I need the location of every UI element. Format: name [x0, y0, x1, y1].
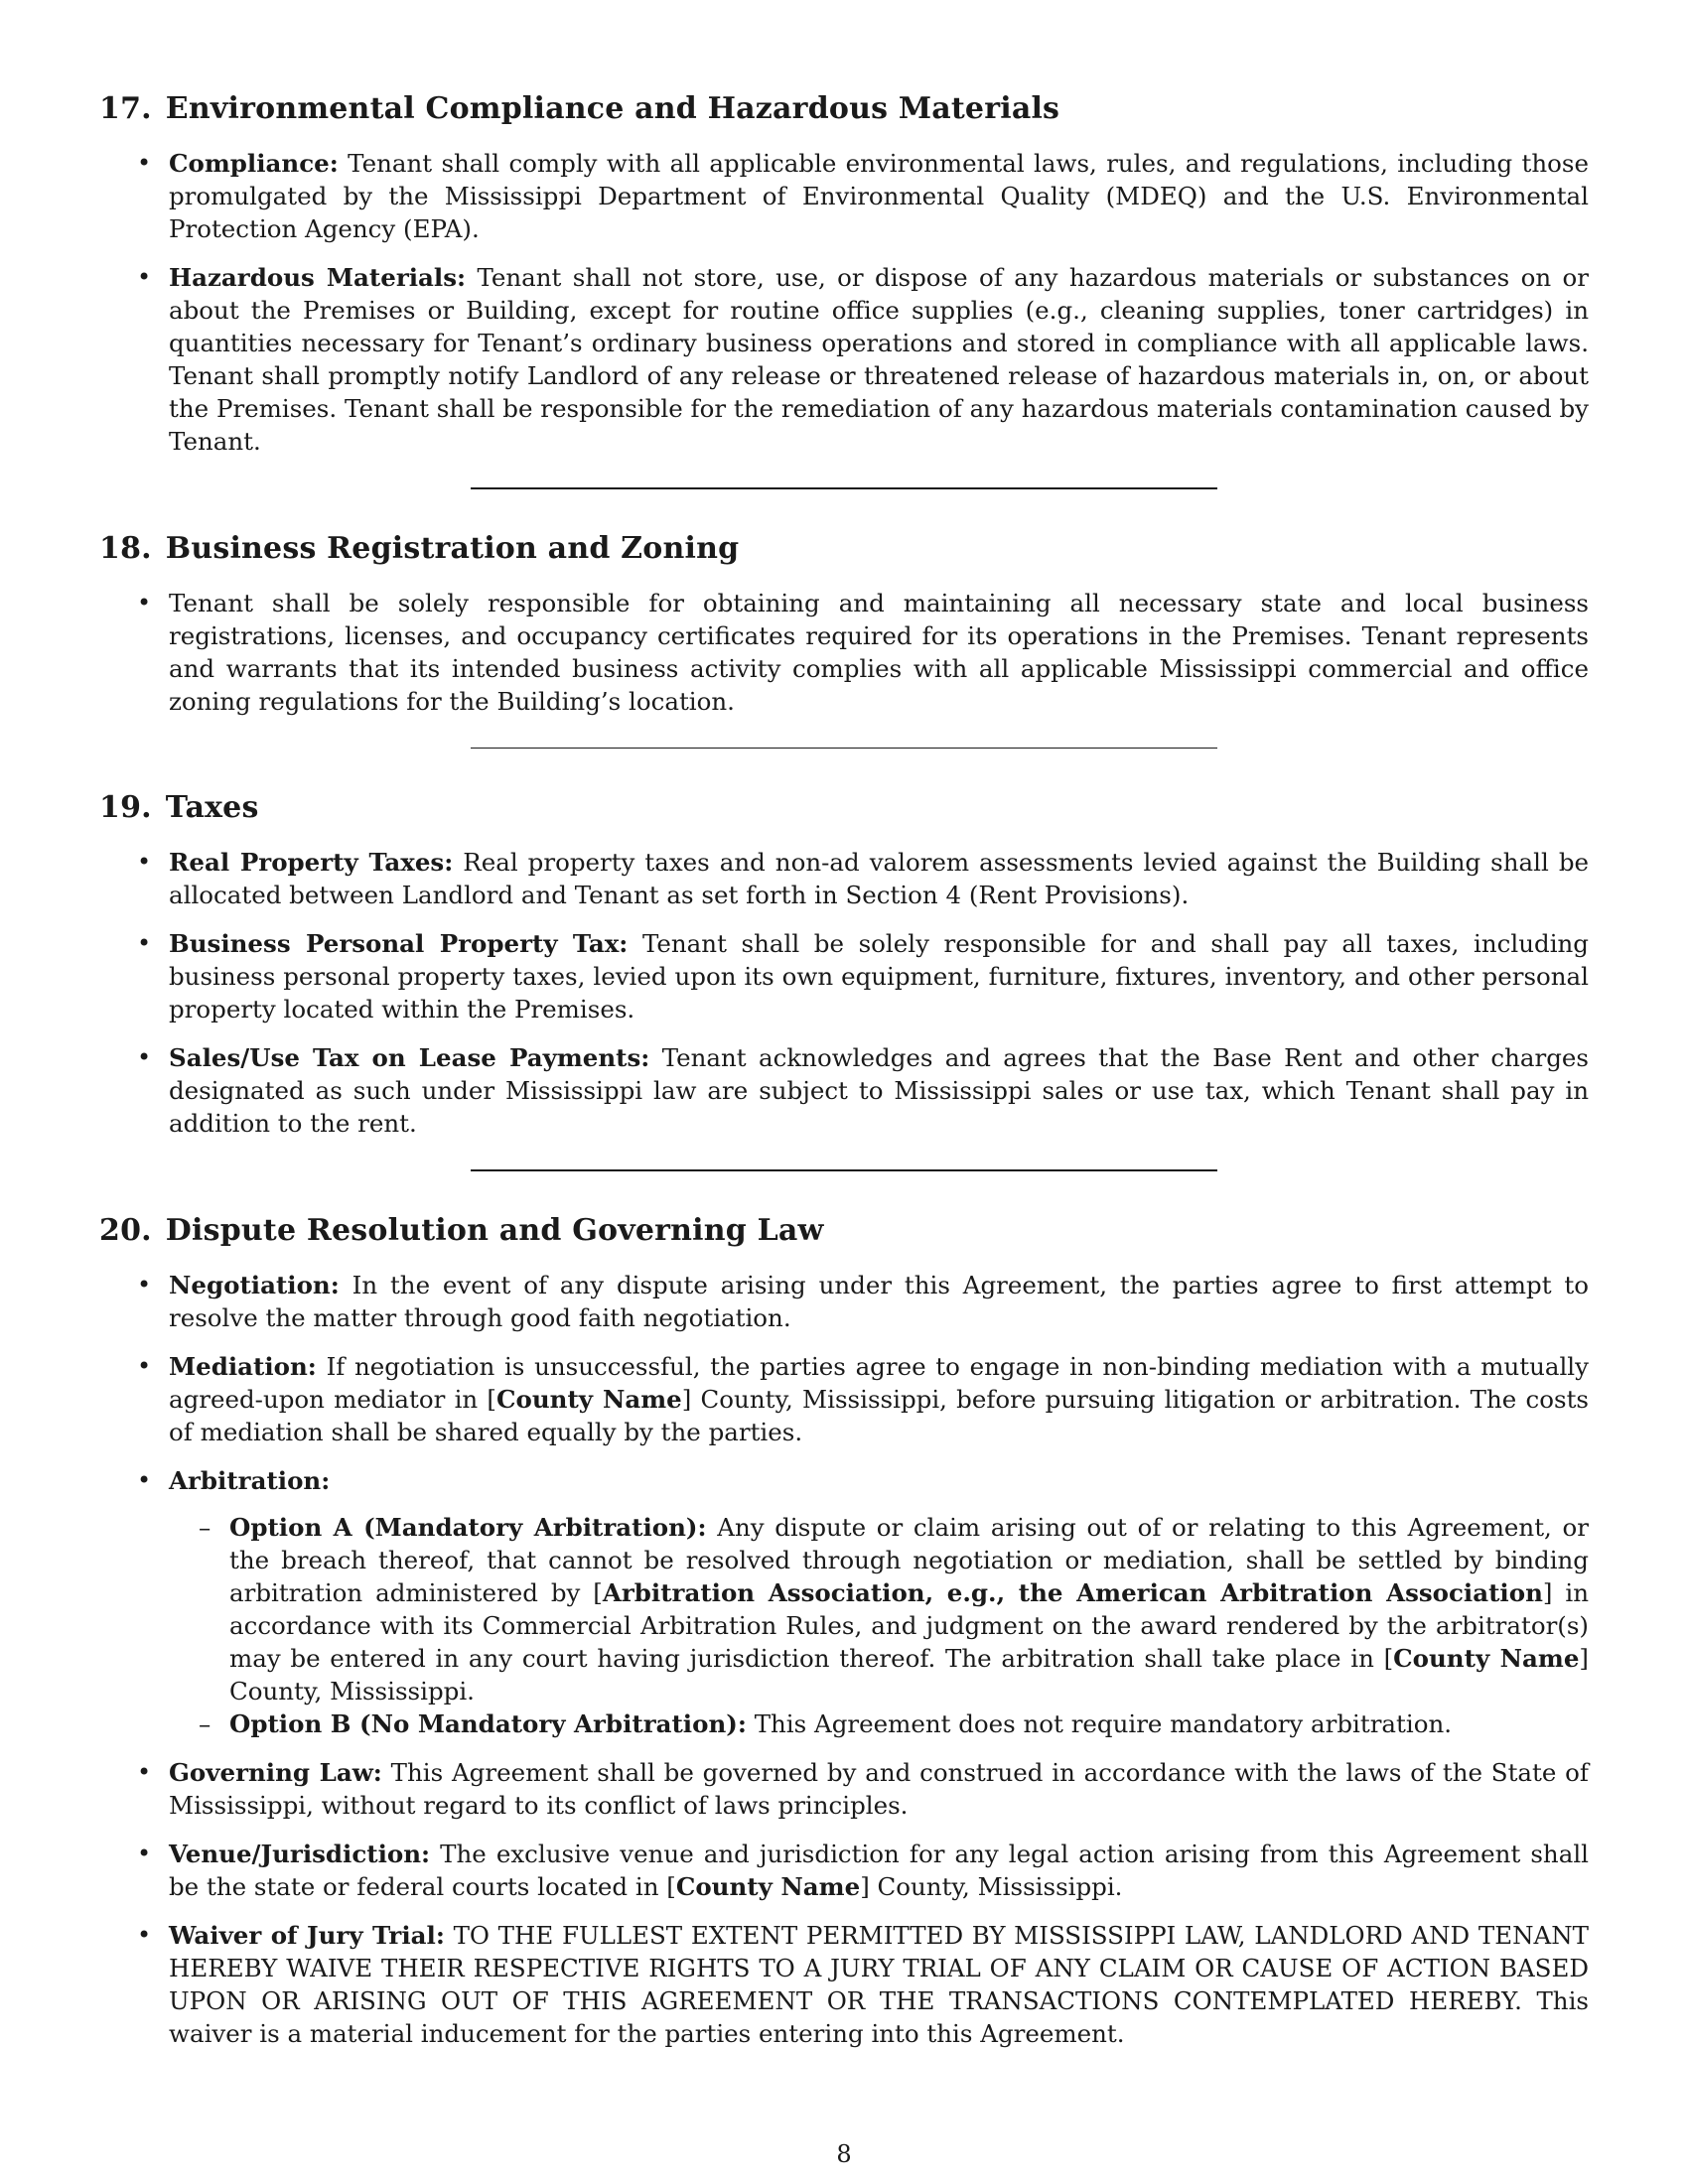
list-item — [99, 1464, 1589, 1740]
item-label: Hazardous Materials: — [169, 263, 467, 292]
list-item — [99, 261, 1589, 458]
item-label: Waiver of Jury Trial: — [169, 1921, 445, 1950]
item-text: Tenant acknowledges and agrees that the Base Rent and other charges designated as such under Mississippi law are subject to Mississippi sales or use tax, which Tenant shall pay in addition to the rent. — [169, 1043, 1590, 1138]
item-text: Tenant shall comply with all applicable environmental laws, rules, and regulations, including those promulgated by the Mississippi Department of Environmental Quality (MDEQ) and the U.S. Environmental Protection Agency (EPA). — [169, 149, 1589, 243]
item-text: ] County, Mississippi. — [229, 1644, 1589, 1706]
sub-list-item — [169, 1511, 1589, 1707]
document-page — [99, 91, 1589, 2066]
section-heading: 17. Environmental Compliance and Hazardous Materials — [99, 91, 1060, 126]
item-label: Option B (No Mandatory Arbitration): — [229, 1709, 747, 1738]
item-text: This Agreement shall be governed by and construed in accordance with the laws of the State of Mississippi, without regard to its conflict of laws principles. — [169, 1758, 1589, 1820]
list-item — [99, 147, 1589, 245]
page-number: 8 — [836, 2140, 852, 2168]
section-20 — [99, 1213, 1589, 2050]
item-label: Arbitration: — [169, 1466, 331, 1495]
section-17 — [99, 91, 1589, 458]
item-text: ] County, Mississippi. — [860, 1872, 1123, 1901]
item-label: Option A (Mandatory Arbitration): — [229, 1513, 707, 1542]
item-label: Mediation: — [169, 1352, 317, 1381]
list-item — [99, 1838, 1589, 1903]
item-text: Any dispute or claim arising out of or relating to this Agreement, or the breach thereof, that cannot be resolved through negotiation or mediation, shall be settled by binding arbitration administered by [ — [229, 1513, 1589, 1607]
section-18 — [99, 531, 1589, 718]
item-label: Real Property Taxes: — [169, 848, 454, 877]
list-item — [99, 927, 1589, 1025]
section-19 — [99, 790, 1589, 1140]
list-item — [99, 1919, 1589, 2050]
item-label: Business Personal Property Tax: — [169, 929, 629, 958]
sub-list-item — [169, 1707, 1589, 1740]
section-heading: 19. Taxes — [99, 790, 259, 825]
section-heading: 18. Business Registration and Zoning — [99, 531, 740, 566]
placeholder-field: County Name — [495, 1385, 682, 1414]
list-item — [99, 846, 1589, 911]
item-label: Compliance: — [169, 149, 339, 178]
list-item — [99, 1756, 1589, 1822]
item-text: In the event of any dispute arising under this Agreement, the parties agree to first attempt to resolve the matter through good faith negotiation. — [169, 1271, 1589, 1332]
placeholder-field: County Name — [1393, 1644, 1580, 1673]
item-text: Real property taxes and non-ad valorem assessments levied against the Building shall be allocated between Landlord and Tenant as set forth in Section 4 (Rent Provisions). — [169, 848, 1589, 909]
bullet-list — [99, 147, 1589, 458]
item-text: ] in accordance with its Commercial Arbitration Rules, and judgment on the award rendered by the arbitrator(s) may be entered in any court having jurisdiction thereof. The arbitration shall take place in [ — [229, 1578, 1589, 1673]
item-label: Negotiation: — [169, 1271, 340, 1299]
item-label: Sales/Use Tax on Lease Payments: — [169, 1043, 650, 1072]
item-text: Tenant shall be solely responsible for and shall pay all taxes, including business personal property taxes, levied upon its own equipment, furniture, fixtures, inventory, and other personal property located within the Premises. — [169, 929, 1589, 1024]
item-label: Venue/Jurisdiction: — [169, 1840, 431, 1868]
bullet-list — [99, 587, 1589, 718]
list-item — [99, 1269, 1589, 1334]
list-item — [99, 587, 1589, 718]
item-text: Tenant shall not store, use, or dispose of any hazardous materials or substances on or about the Premises or Building, except for routine office supplies (e.g., cleaning supplies, toner cartridges) in quantities necessary for Tenant’s ordinary business operations and stored in compliance with all applicable laws. Tenant shall promptly notify Landlord of any release or threatened release of hazardous materials in, on, or about the Premises. Tenant shall be responsible for the remediation of any hazardous materials contamination caused by Tenant. — [169, 263, 1589, 456]
list-item — [99, 1041, 1589, 1140]
item-text: If negotiation is unsuccessful, the parties agree to engage in non-binding mediation with a mutually agreed-upon mediator in [ — [169, 1352, 1589, 1414]
section-divider — [471, 487, 1217, 489]
bullet-list — [99, 846, 1589, 1140]
bullet-list — [99, 1269, 1589, 2050]
section-heading: 20. Dispute Resolution and Governing Law — [99, 1213, 824, 1248]
section-divider — [471, 1169, 1217, 1171]
list-item — [99, 1350, 1589, 1448]
item-text: Tenant shall be solely responsible for obtaining and maintaining all necessary state and local business registrations, licenses, and occupancy certificates required for its operations in the Premises. Tenant represents and warrants that its intended business activity complies with all applicable Mississippi commercial and office zoning regulations for the Building’s location. — [169, 589, 1589, 716]
placeholder-field: Arbitration Association, e.g., the American Arbitration Association — [602, 1578, 1543, 1607]
item-text: ] County, Mississippi, before pursuing litigation or arbitration. The costs of mediation shall be shared equally by the parties. — [169, 1385, 1589, 1446]
placeholder-field: County Name — [675, 1872, 861, 1901]
item-text: TO THE FULLEST EXTENT PERMITTED BY MISSISSIPPI LAW, LANDLORD AND TENANT HEREBY WAIVE THEIR RESPECTIVE RIGHTS TO A JURY TRIAL OF ANY CLAIM OR CAUSE OF ACTION BASED UPON OR ARISING OUT OF THIS AGREEMENT OR THE TRANSACTIONS CONTEMPLATED HEREBY. This waiver is a material inducement for the parties entering into this Agreement. — [169, 1921, 1589, 2048]
item-text: The exclusive venue and jurisdiction for any legal action arising from this Agreement shall be the state or federal courts located in [ — [169, 1840, 1589, 1901]
item-text: This Agreement does not require mandatory arbitration. — [754, 1709, 1453, 1738]
section-divider — [471, 748, 1217, 749]
sub-list — [169, 1511, 1589, 1740]
item-label: Governing Law: — [169, 1758, 382, 1787]
